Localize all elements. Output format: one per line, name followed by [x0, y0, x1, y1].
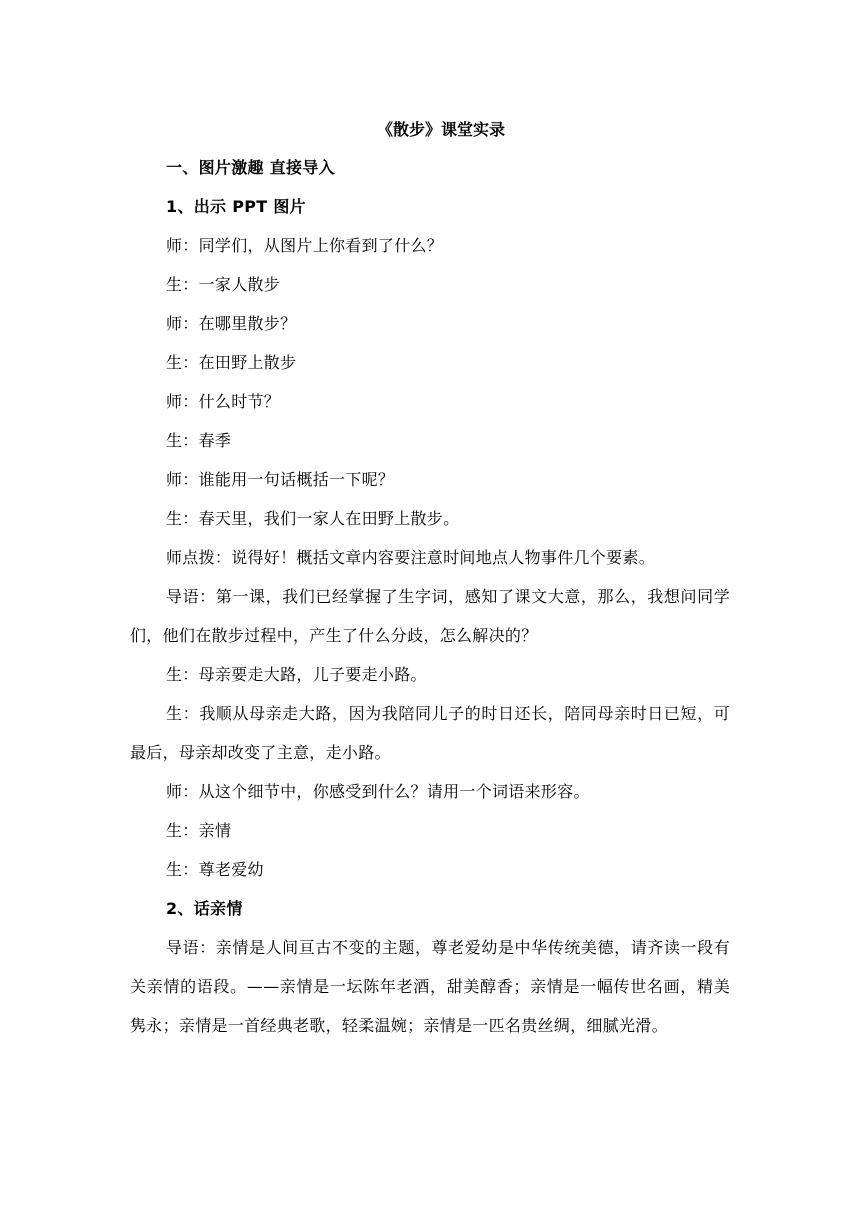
document-title: 《散步》课堂实录 — [376, 120, 505, 139]
paragraph: 师：什么时节？ — [166, 392, 281, 411]
section-heading: 一、图片激趣 直接导入 — [166, 158, 335, 177]
document-body — [130, 148, 730, 1045]
paragraph: 导语：第一课，我们已经掌握了生字词，感知了课文大意，那么，我想问同学们，他们在散步过程中，产生了什么分歧，怎么解决的？ — [130, 587, 730, 645]
paragraph: 师：同学们，从图片上你看到了什么？ — [166, 236, 444, 255]
paragraph: 师：在哪里散步？ — [166, 314, 297, 333]
document-page — [130, 112, 730, 1045]
paragraph: 师：谁能用一句话概括一下呢？ — [166, 470, 395, 489]
paragraph: 生：母亲要走大路，儿子要走小路。 — [166, 665, 427, 684]
paragraph: 导语：亲情是人间亘古不变的主题，尊老爱幼是中华传统美德，请齐读一段有关亲情的语段。——亲情是一坛陈年老酒，甜美醇香；亲情是一幅传世名画，精美隽永；亲情是一首经典老歌，轻柔温婉；亲情是一匹名贵丝绸，细腻光滑。 — [130, 938, 730, 1035]
paragraph: 生：春季 — [166, 431, 232, 450]
paragraph: 生：我顺从母亲走大路，因为我陪同儿子的时日还长，陪同母亲时日已短，可最后，母亲却改变了主意，走小路。 — [130, 704, 730, 762]
paragraph: 生：在田野上散步 — [166, 353, 297, 372]
paragraph: 生：亲情 — [166, 821, 232, 840]
section-heading: 2、话亲情 — [166, 899, 243, 918]
paragraph: 生：一家人散步 — [166, 275, 281, 294]
paragraph: 师：从这个细节中，你感受到什么？请用一个词语来形容。 — [166, 782, 590, 801]
paragraph: 生：春天里，我们一家人在田野上散步。 — [166, 509, 460, 528]
paragraph: 师点拨：说得好！概括文章内容要注意时间地点人物事件几个要素。 — [166, 548, 656, 567]
section-heading: 1、出示 PPT 图片 — [166, 197, 306, 216]
paragraph: 生：尊老爱幼 — [166, 860, 264, 879]
